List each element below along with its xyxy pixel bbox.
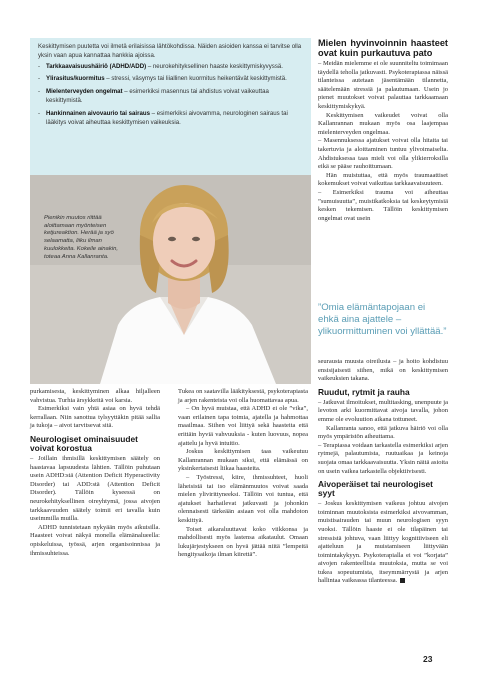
paragraph: Esimerkiksi vain yhtä asiaa on hyvä tehdä kerrallaan. Niin sanottua tylsyyttäkin pitää sallia ja tukoja – aivot tarvitsevat sitä.	[30, 405, 160, 430]
section-heading: Neurologiset ominaisuudet voivat korostua	[30, 433, 138, 453]
paragraph: Joskus keskittymisen taas vaikeutuu Kallanrannan mukaan siksi, että elämässä on yksinkertaisesti liikaa haasteita.	[178, 448, 308, 473]
paragraph: – Joillain ihmisillä keskittymisen säätely on haastavaa lapsuudesta lähtien. Tällöin puhutaan usein ADHD:stä (Attention Deficit Hyperactivity Disorder) tai ADD:stä (Attention Deficit Disorder). Tällöin kyseessä on neurokehityksellinen oireyhtymä, jossa aivojen tarkkaavuuden säätely toimii eri tavalla kuin useimmilla muilla.	[30, 454, 160, 523]
paragraph: purkamisesta, keskittyminen alkaa hiljalleen vahvistua. Turhia ärsykkeitä voi karsia.	[30, 388, 160, 404]
column-right-top	[318, 38, 448, 223]
portrait-illustration	[30, 175, 311, 384]
section-heading: Ruudut, rytmit ja rauha	[318, 386, 410, 397]
paragraph: Keskittymisen vaikeudet voivat olla Kallanrannan mukaan myös osa laajempaa mielenterveyden ongelmaa.	[318, 111, 448, 136]
info-item-mental-health: - Mielenterveyden ongelmat – esimerkiksi masennus tai ahdistus voivat vaikeuttaa keskittymistä.	[38, 88, 269, 104]
column-right-bottom	[318, 358, 448, 586]
paragraph: – Jatkuvat ilmoitukset, multitasking, unenpuute ja levoton arki kuormittavat aivoja tavalla, johon emme ole evoluution aikana tottuneet.	[318, 398, 448, 423]
info-item-brain-injury: - Hankinnainen aivovaurio tai sairaus – esimerkiksi aivovamma, neurologinen sairaus tai lääkitys voivat aiheuttaa keskittymisen vaikeuksia.	[38, 109, 288, 126]
paragraph: Tukea on saatavilla lääkityksestä, psykoterapiasta ja arjen rakenteista voi olla huomattavaa apua.	[178, 388, 308, 404]
section-headline: Mielen hyvinvoinnin haasteet ovat kuin purkautuva pato	[318, 38, 448, 58]
info-item-term: Mielenterveyden ongelmat	[46, 88, 123, 96]
paragraph: – Meidän mielemme ei ole suunniteltu toimimaan täydellä teholla jatkuvasti. Psykoterapiassa näissä tilanteissa autetaan jäsentämään tilannetta, säätelemään stressiä ja palautumaan. Usein jo pienet muutokset voivat palauttaa tarkkaamaan keskittymiskykyä.	[318, 60, 448, 110]
paragraph-text: – Joskus keskittymisen vaikeus johtuu aivojen toiminnan muutoksista esimerkiksi aivovamman, muistisairauden tai muun neurologisen syyn vuoksi. Tällöin haaste ei ole tilapäinen tai stressistä johtuva, vaan liittyy kognitiiviseen eli ajatteluun ja muistamiseen liittyvään toimintakykyyn. Psykoterapialla ei voi ”korjata” aivojen rakenteellisia muutoksia, mutta se voi tukea sopeutumista, itseymmärrystä ja arjen hallintaa vaikeassa tilanteessa.	[318, 500, 448, 585]
info-item-term: Ylirasitus/kuormitus	[46, 75, 105, 83]
column-middle	[178, 388, 308, 560]
paragraph: seurausta muusta oireilusta – ja hoito kohdistuu ensisijaisesti siihen, mikä on keskittymisen vaikeuksien takana.	[318, 358, 448, 383]
paragraph: Hän muistuttaa, että myös traumaattiset kokemukset voivat vaikuttaa tarkkaavaisuuteen.	[318, 171, 448, 188]
paragraph: – On hyvä muistaa, että ADHD ei ole ”vika”, vaan erilainen tapa toimia, ajatella ja hahmottaa maailmaa. Siihen voi liittyä sekä haasteita että erittäin hyviä vahvuuksia - kuten luovuus, nopea ajattelu ja hyvä intuitio.	[178, 405, 308, 447]
paragraph: – Esimerkiksi trauma voi aiheuttaa ”sumuisuutta”, muistikatkoksia tai keskeytymisiä kesken tekemisen. Tällöin keskittymisen ongelmat ovat usein	[318, 188, 448, 222]
section-heading: Aivoperäiset tai neurologiset syyt	[318, 479, 433, 499]
info-item-text: – stressi, väsymys tai liiallinen kuormitus heikentävät keskittymistä.	[104, 75, 287, 83]
info-box-intro: Keskittymisen puutetta voi ilmetä erilaisissa lähtökohdissa. Näiden asioiden kanssa ei tarvitse olla yksin vaan apua kannattaa hankkia ajoissa.	[38, 43, 302, 59]
paragraph: ADHD tunnistetaan nykyään myös aikuisilla. Haasteet voivat näkyä monella elämänalueella: opiskeluissa, työssä, arjen organisoinnissa ja ihmissuhteissa.	[30, 523, 160, 557]
info-box	[30, 38, 311, 176]
paragraph: – Työstressi, kiire, ihmissuhteet, huoli läheisistä tai iso elämänmuutos voivat saada mielen ylivirittyneeksi. Tällöin voi tuntua, että ajatukset harhailevat jatkuvasti ja johonkin olennaisesti tärkeään asiaan voi olla mahdoton keskittyä.	[178, 473, 308, 524]
pull-quote: ”Omia elämäntapojaan ei ehkä aina ajattele – ylikuormittuminen voi yllättää.”	[318, 302, 447, 337]
end-mark-icon	[400, 578, 405, 583]
portrait-photo	[30, 175, 311, 384]
paragraph: – Masennuksessa ajatukset voivat olla hitaita tai takertuvia ja aloittaminen tuntuu ylivoimaiselta. Ahdistuksessa taas mieli voi olla ylikierroksilla eikä se pääse rauhoittumaan.	[318, 137, 448, 171]
info-item-overload: - Ylirasitus/kuormitus – stressi, väsymys tai liiallinen kuormitus heikentävät keskittymistä.	[38, 75, 287, 83]
photo-caption: Pienikin muutos riittää aloittamaan myönteisen ketjureaktion. Herää ja syö selaamatta, liiku ilman kuulokkeita. Kokeile ainakin, toteaa Anna Kallanranta.	[44, 215, 119, 260]
info-item-text: – neurokehityksellinen haaste keskittymiskyvyssä.	[146, 62, 283, 70]
info-item-text: – esimerkiksi masennus tai ahdistus voivat vaikeuttaa keskittymistä.	[46, 88, 269, 104]
paragraph: – Terapiassa voidaan tarkastella esimerkiksi arjen rytmejä, palautumista, ruutuaikaa ja keinoja suojata omaa tarkkaavaisuutta. Yksin näitä asioita on usein vaikea tarkastella objektiivisesti.	[318, 441, 448, 475]
page-number: 23	[423, 654, 433, 664]
paragraph	[318, 500, 448, 586]
info-item-adhd: - Tarkkaavaisuushäiriö (ADHD/ADD) – neurokehityksellinen haaste keskittymiskyvyssä.	[38, 62, 283, 70]
info-item-term: Hankinnainen aivovaurio tai sairaus	[46, 109, 150, 117]
info-item-term: Tarkkaavaisuushäiriö (ADHD/ADD)	[46, 62, 147, 70]
paragraph: Kallanranta sanoo, että jatkuva häiriö voi olla myös ympäristön aiheuttama.	[318, 424, 448, 441]
column-left	[30, 388, 160, 558]
paragraph: Toiset aikaraluuttavat koko viikkonsa ja mahdollisesti myös lastensa aikataulut. Omaan lukujärjestykseen on hyvä jättää niitä ”lempeitä hengitysaikoja ilman kiirettä”.	[178, 525, 308, 559]
info-item-text: – esimerkiksi aivovamma, neurologinen sairaus tai lääkitys voivat aiheuttaa keskittymisen vaikeuksia.	[46, 109, 288, 126]
